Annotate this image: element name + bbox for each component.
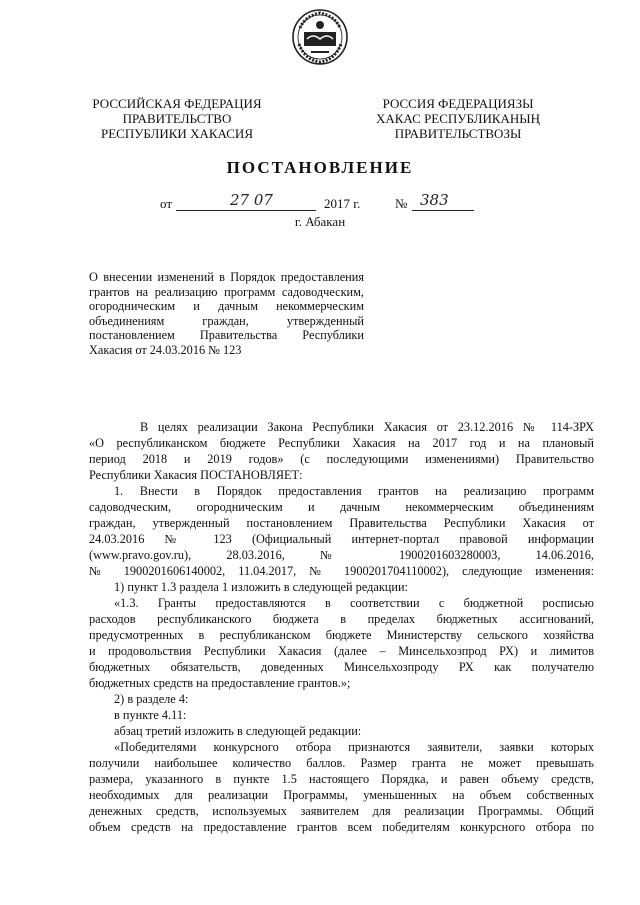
body-line-26: объем средств на предоставление грантов всем победителям конкурсного отбора по [89,820,594,834]
body-line-23: размера, указанного в пункте 1.5 настоящего Порядка, и равен объему средств, [89,772,594,786]
body-line-13: расходов республиканского бюджета в пределах бюджетных ассигнований, [89,612,594,626]
number-handwritten: 383 [420,191,449,209]
body-line-9: (www.pravo.gov.ru), 28.03.2016, № 1900201603280003, 14.06.2016, [89,548,594,562]
body-line-6: садоводческим, огородническим и дачным некоммерческим объединениям [89,500,594,514]
body-line-15: и продовольствия Республики Хакасия (далее – Минсельхозпрод РХ) и лимитов [89,644,594,658]
body-line-21: «Победителями конкурсного отбора признаются заявители, заявки которых [114,740,594,754]
body-line-22: получили наибольшее количество баллов. Размер гранта не может превышать [89,756,594,770]
header-right-line-3: ПРАВИТЕЛЬСТВОЗЫ [394,126,522,141]
header-left-line-3: РЕСПУБЛИКИ ХАКАСИЯ [100,126,253,141]
body-line-3: период 2018 и 2019 годов» (с последующими изменениями) Правительство [89,452,594,466]
city-label: г. Абакан [294,214,346,229]
header-left-line-2: ПРАВИТЕЛЬСТВО [122,111,232,126]
header-left-line-1: РОССИЙСКАЯ ФЕДЕРАЦИЯ [92,96,262,111]
body-line-7: граждан, утвержденный постановлением Правительства Республики Хакасия от [89,516,594,530]
header-right-block [368,96,548,141]
document-title: ПОСТАНОВЛЕНИЕ [226,158,414,177]
coat-of-arms-emblem [291,8,349,66]
body-line-11: 1) пункт 1.3 раздела 1 изложить в следующей редакции: [114,580,408,594]
body-line-18: 2) в разделе 4: [114,692,189,706]
header-right-line-1: РОССИЯ ФЕДЕРАЦИЯЗЫ [382,96,534,111]
body-line-4: Республики Хакасия ПОСТАНОВЛЯЕТ: [89,468,303,482]
subject-block [89,270,364,358]
body-line-1: В целях реализации Закона Республики Хакасия от 23.12.2016 № 114-ЗРХ [140,420,594,434]
number-underline [412,210,474,211]
header-right-line-2: ХАКАС РЕСПУБЛИКАНЫҢ [375,111,541,126]
date-underline [176,210,316,211]
body-line-10: № 1900201606140002, 11.04.2017, № 1900201704110002), следующие изменения: [89,564,594,578]
body-line-12: «1.3. Гранты предоставляются в соответствии с бюджетной росписью [114,596,594,610]
body-line-17: бюджетных средств на предоставление грантов.»; [89,676,351,690]
body-line-8: 24.03.2016 № 123 (Официальный интернет-портал правовой информации [89,532,594,546]
body-line-25: денежных средств, используемых заявителем для реализации Программы. Общий [89,804,594,818]
body-line-16: бюджетных обязательств, доведенных Минсельхозпроду РХ как получателю [89,660,594,674]
year-label: 2017 г. [324,196,361,211]
body-line-19: в пункте 4.11: [114,708,187,722]
date-handwritten: 27 07 [230,191,273,209]
number-sign: № [395,196,408,211]
date-prefix: от [160,196,173,211]
body-line-14: предусмотренных в республиканском бюджете Министерству сельского хозяйства [89,628,594,642]
header-left-block [82,96,272,141]
subject-text: О внесении изменений в Порядок предоставления грантов на реализацию программ садоводческим, огородническим и дачным некоммерческим объединениям граждан, утвержденный постановлением Правительства Республики Хакасия от 24.03.2016 № 123 [89,270,364,357]
body-line-24: необходимых для реализации Программы, уменьшенных на объем собственных [89,788,594,802]
body-line-5: 1. Внести в Порядок предоставления грантов на реализацию программ [114,484,594,498]
body-line-20: абзац третий изложить в следующей редакции: [114,724,362,738]
body-line-2: «О республиканском бюджете Республики Хакасия на 2017 год и на плановый [89,436,594,450]
